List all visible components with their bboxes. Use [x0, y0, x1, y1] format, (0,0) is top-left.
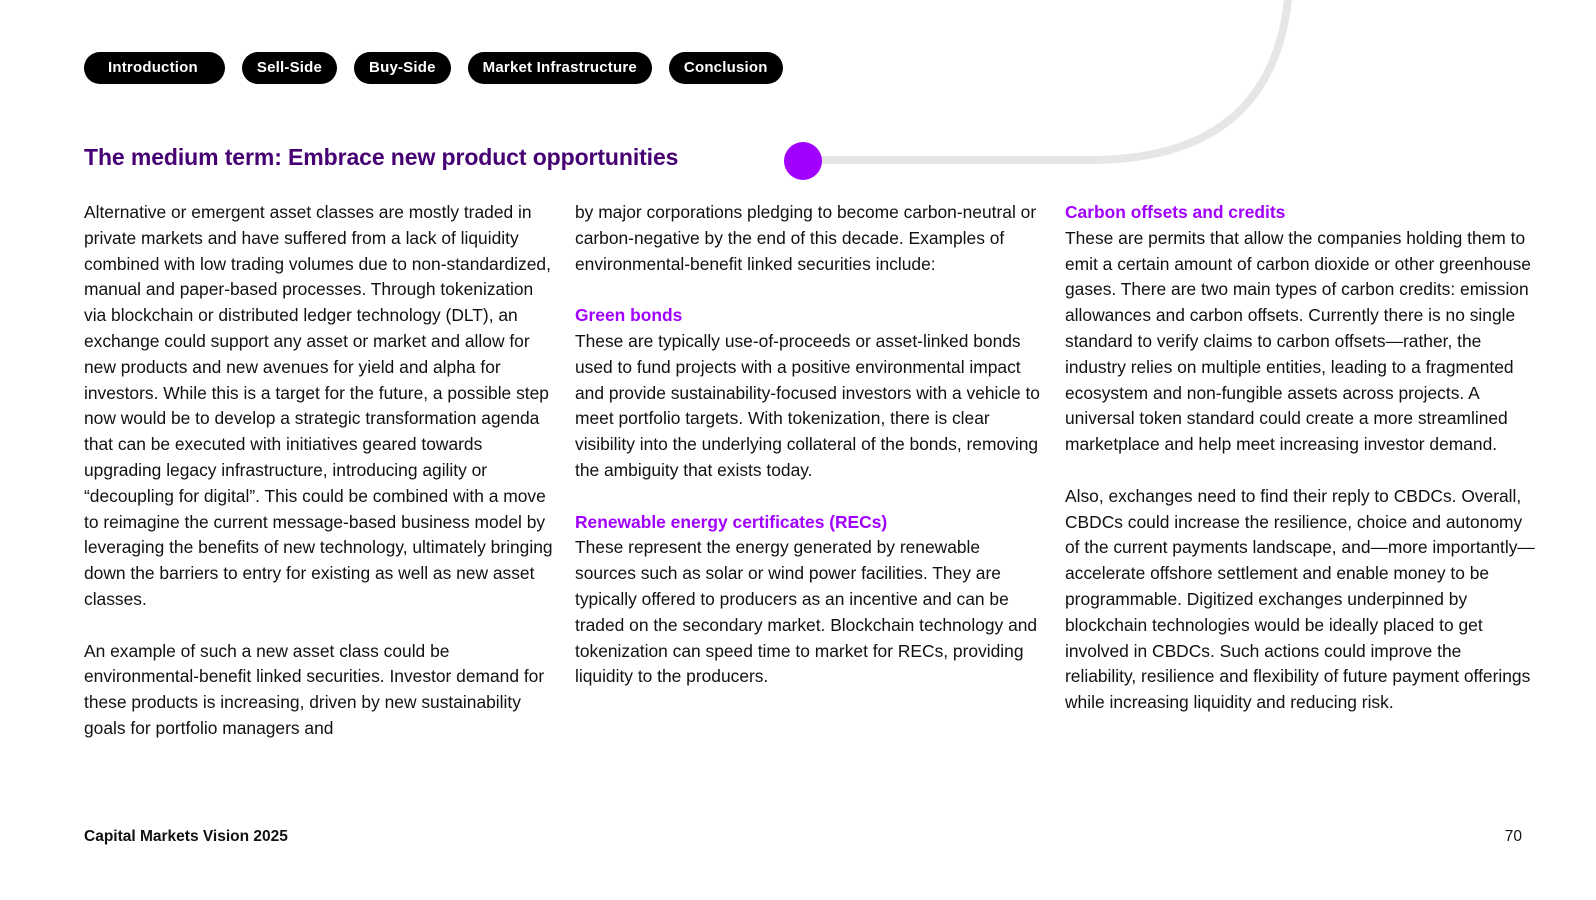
- text-column-right: [1065, 200, 1535, 716]
- page-title: The medium term: Embrace new product opportunities: [84, 144, 679, 170]
- text-column-middle: [575, 200, 1045, 690]
- tab-sell-side[interactable]: Sell-Side: [242, 52, 337, 84]
- decorative-curve: [803, 0, 1288, 160]
- paragraph-cbdcs: Also, exchanges need to find their reply to CBDCs. Overall, CBDCs could increase the resilience, choice and autonomy of the current payments landscape, and—more importantly—accelerate offshore settlement and enable money to be programmable. Digitized exchanges underpinned by blockchain technologies would be ideally placed to get involved in CBDCs. Such actions could improve the reliability, resilience and flexibility of future payment offerings while increasing liquidity and reducing risk.: [1065, 485, 1535, 713]
- paragraph-corporate-pledges: by major corporations pledging to become carbon-neutral or carbon-negative by the end of this decade. Examples of environmental-benefit linked securities include:: [575, 202, 1037, 274]
- heading-green-bonds: Green bonds: [575, 305, 683, 326]
- paragraph-green-bonds: These are typically use-of-proceeds or asset-linked bonds used to fund projects with a positive environmental impact and provide sustainability-focused investors with a vehicle to meet portfolio targets. With tokenization, there is clear visibility into the underlying collateral of the bonds, removing the ambiguity that exists today.: [575, 330, 1040, 480]
- heading-carbon-offsets: Carbon offsets and credits: [1065, 202, 1286, 222]
- section-navigation: [84, 52, 783, 84]
- tab-introduction[interactable]: Introduction: [84, 52, 225, 84]
- page-number: 70: [1504, 828, 1522, 845]
- paragraph-recs: These represent the energy generated by renewable sources such as solar or wind power facilities. They are typically offered to producers as an incentive and can be traded on the secondary market. Blockchain technology and tokenization can speed time to market for RECs, providing liquidity to the producers.: [575, 537, 1038, 687]
- tab-market-infrastructure[interactable]: Market Infrastructure: [468, 52, 652, 84]
- paragraph-carbon-offsets: These are permits that allow the companies holding them to emit a certain amount of carbon dioxide or other greenhouse gases. There are two main types of carbon credits: emission allowances and carbon offsets. Currently there is no single standard to verify claims to carbon offsets—rather, the industry relies on multiple entities, leading to a fragmented ecosystem and non-fungible assets across projects. A universal token standard could create a more streamlined marketplace and help meet increasing investor demand.: [1065, 227, 1531, 455]
- tab-buy-side[interactable]: Buy-Side: [354, 52, 451, 84]
- paragraph-environmental-example: An example of such a new asset class could be environmental-benefit linked securities. Investor demand for these products is increasing, driven by new sustainability goals for portfolio managers and: [84, 640, 545, 738]
- heading-recs: Renewable energy certificates (RECs): [575, 511, 888, 532]
- decorative-purple-dot: [784, 142, 822, 180]
- tab-conclusion[interactable]: Conclusion: [669, 52, 783, 84]
- text-column-left: [84, 200, 554, 742]
- paragraph-tokenization-intro: Alternative or emergent asset classes are mostly traded in private markets and have suffered from a lack of liquidity combined with low trading volumes due to non-standardized, manual and paper-based processes. Through tokenization via blockchain or distributed ledger technology (DLT), an exchange could support any asset or market and allow for new products and new avenues for yield and alpha for investors. While this is a target for the future, a possible step now would be to develop a strategic transformation agenda that can be executed with initiatives geared towards upgrading legacy infrastructure, introducing agility or “decoupling for digital”. This could be combined with a move to reimagine the current message-based business model by leveraging the benefits of new technology, ultimately bringing down the barriers to entry for existing as well as new asset classes.: [84, 202, 553, 609]
- footer-publication-title: Capital Markets Vision 2025: [84, 828, 288, 845]
